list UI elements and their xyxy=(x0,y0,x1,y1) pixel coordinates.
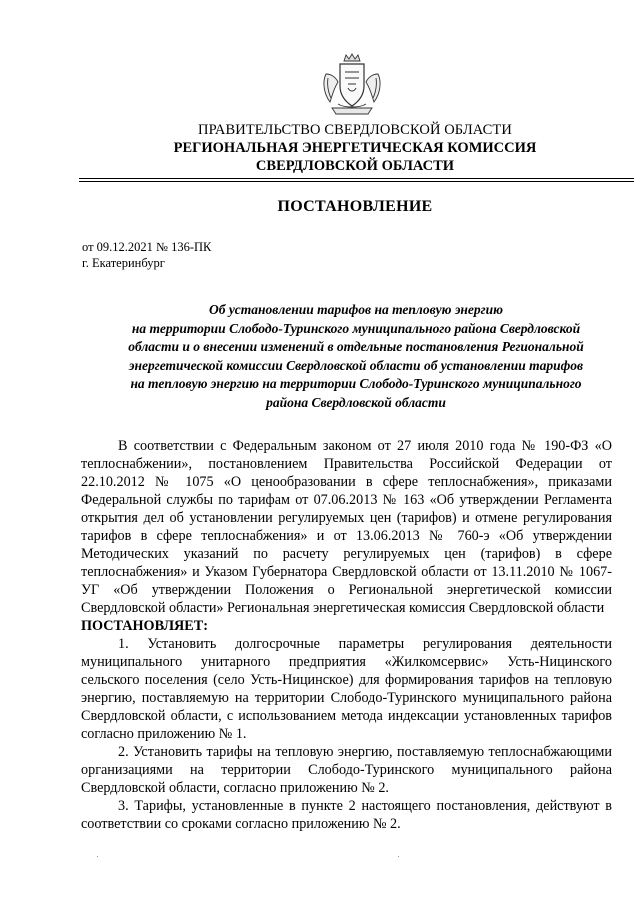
government-name: ПРАВИТЕЛЬСТВО СВЕРДЛОВСКОЙ ОБЛАСТИ xyxy=(198,122,512,138)
document-city: г. Екатеринбург xyxy=(82,256,165,270)
coat-of-arms-emblem xyxy=(318,52,386,118)
subject-line: на территории Слободо-Туринского муниципального района Свердловской xyxy=(131,320,581,336)
scan-speck xyxy=(97,856,98,857)
document-type-title: ПОСТАНОВЛЕНИЕ xyxy=(277,198,433,215)
commission-name: РЕГИОНАЛЬНАЯ ЭНЕРГЕТИЧЕСКАЯ КОМИССИЯ xyxy=(173,140,537,156)
decree-word: ПОСТАНОВЛЯЕТ: xyxy=(81,618,208,634)
subject-line: энергетической комиссии Свердловской области об установлении тарифов xyxy=(128,357,584,373)
region-name: СВЕРДЛОВСКОЙ ОБЛАСТИ xyxy=(255,158,455,174)
header-rule-bottom xyxy=(79,181,634,182)
subject-line: района Свердловской области xyxy=(266,394,446,410)
document-body xyxy=(81,437,612,833)
preamble-paragraph: В соответствии с Федеральным законом от 27 июля 2010 года № 190-ФЗ «О теплоснабжении», постановлением Правительства Российской Федерации от 22.10.2012 № 1075 «О ценообразовании в сфере теплоснабжения», приказами Федеральной службы по тарифам от 07.06.2013 № 163 «Об утверждении Регламента открытия дел об установлении регулируемых цен (тарифов) и отмене регулирования тарифов в сфере теплоснабжения» и от 13.06.2013 № 760-э «Об утверждении Методических указаний по расчету регулируемых цен (тарифов) в сфере теплоснабжения» и Указом Губернатора Свердловской области от 13.11.2010 № 1067-УГ «Об утверждении Положения о Региональной энергетической комиссии Свердловской области» Региональная энергетическая комиссия Свердловской области xyxy=(81,438,612,616)
decree-item: 2. Установить тарифы на тепловую энергию, поставляемую теплоснабжающими организациями на территории Слободо-Туринского муниципального района Свердловской области, согласно приложению № 2. xyxy=(81,744,612,796)
decree-item: 1. Установить долгосрочные параметры регулирования деятельности муниципального унитарного предприятия «Жилкомсервис» Усть-Ницинского сельского поселения (село Усть-Ницинское) для формирования тарифов на тепловую энергию, поставляемую на территории Слободо-Туринского муниципального района Свердловской области, с использованием метода индексации установленных тарифов согласно приложению № 1. xyxy=(81,636,612,742)
subject-line: на тепловую энергию на территории Слободо-Туринского муниципального xyxy=(130,376,582,391)
decree-item: 3. Тарифы, установленные в пункте 2 настоящего постановления, действуют в соответствии со сроками согласно приложению № 2. xyxy=(81,798,612,832)
scan-speck xyxy=(398,856,399,857)
document-date-number: от 09.12.2021 № 136-ПК xyxy=(82,240,212,254)
subject-line: Об установлении тарифов на тепловую энергию xyxy=(208,302,504,317)
header-rule-top xyxy=(79,178,634,179)
document-subject xyxy=(82,301,630,412)
subject-line: области и о внесении изменений в отдельные постановления Региональной xyxy=(128,339,584,354)
